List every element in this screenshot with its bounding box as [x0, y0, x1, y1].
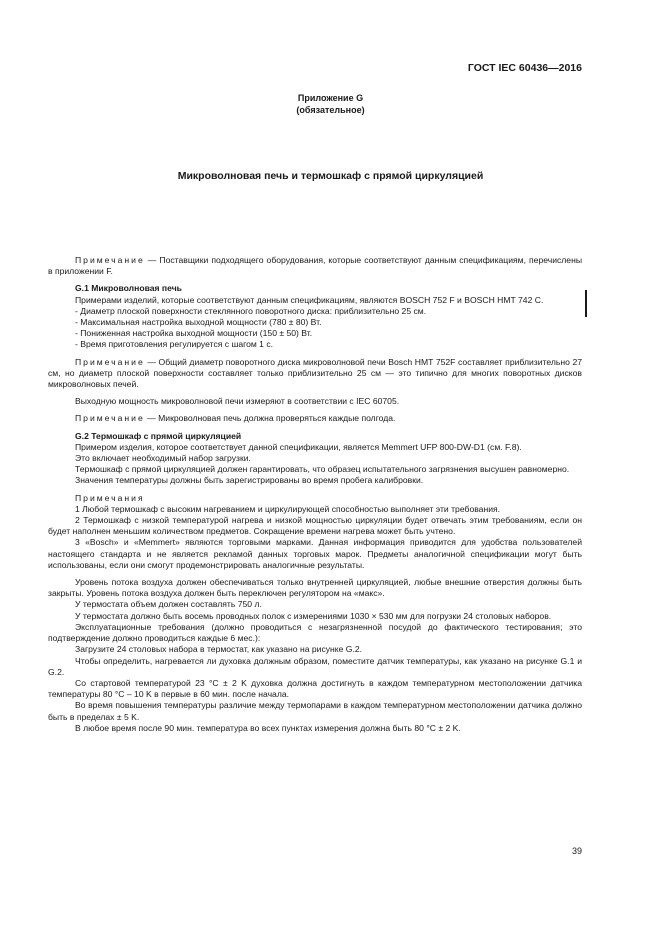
g2-paragraph: Чтобы определить, нагревается ли духовка должным образом, поместите датчик температуры, как указано на рисунке G.1 и G.2. — [48, 655, 582, 677]
g2-paragraph: Примером изделия, которое соответствует данной спецификации, является Memmert UFP 800-DW-D1 (см. F.8). — [75, 441, 522, 452]
g1-intro: Примерами изделий, которые соответствуют данным спецификациям, являются BOSCH 752 F и BOSCH HMT 742 C. — [75, 294, 544, 305]
note-item: 1 Любой термошкаф с высоким нагреванием и циркулирующей способностью выполняет эти требования. — [75, 503, 501, 514]
g2-paragraph: Во время повышения температуры различие между термопарами в каждом температурном местоположении датчика должно быть в пределах ± 5 K. — [48, 700, 582, 722]
standard-header: ГОСТ IEC 60436—2016 — [467, 62, 582, 74]
note-label: Примечание — [75, 413, 145, 424]
section-heading-g2: G.2 Термошкаф с прямой циркуляцией — [75, 430, 242, 441]
page-number: 39 — [571, 846, 582, 856]
g2-paragraph: Термошкаф с прямой циркуляцией должен гарантировать, что образец испытательного загрязнения высушен равномерно. — [75, 464, 570, 475]
g2-paragraph: Значения температуры должны быть зарегистрированы во время пробега калибровки. — [75, 475, 424, 486]
list-item: - Максимальная настройка выходной мощности (780 ± 80) Вт. — [75, 317, 322, 328]
notes-label: Примечания — [75, 492, 145, 503]
g2-paragraph: Со стартовой температурой 23 °C ± 2 K духовка должна достигнуть в каждом температурном местоположении датчика температуры 80 °C – 10 K в первые в 60 мин. после начала. — [48, 677, 582, 700]
g1-spec-list — [48, 306, 582, 351]
appendix-status: (обязательное) — [296, 105, 365, 115]
section-heading-g1: G.1 Микроволновая печь — [75, 283, 182, 294]
g2-paragraph: У термостата объем должен составлять 750 л. — [75, 599, 262, 610]
g2-paragraph: Эксплуатационные требования (должно проводиться с незагрязненной посудой до фактического тестирования; это подтверждение должно проводиться каждые 6 мес.): — [48, 621, 582, 644]
g2-paragraph: В любое время после 90 мин. температура во всех пунктах измерения должна быть 80 °C ± 2 K. — [75, 722, 461, 733]
note-text: — Общий диаметр поворотного диска микроволновой печи Bosch HMT 752F составляет приблизительно 27 см, но диаметр плоской поверхности составляет только приблизительно 25 см — это типично для многих поворотных дисков микроволновых печей. — [48, 356, 583, 390]
note-label: Примечание — [75, 255, 145, 265]
note-label: Примечание — [75, 356, 145, 367]
list-item: - Пониженная настройка выходной мощности (150 ± 50) Вт. — [75, 328, 313, 339]
note-2 — [48, 357, 582, 391]
note-1 — [48, 255, 582, 277]
change-bar — [585, 290, 587, 317]
appendix-label: Приложение G — [297, 93, 364, 103]
g2-paragraph: У термостата должно быть восемь проводных полок с измерениями 1030 × 530 мм для погрузки 24 столовых наборов. — [75, 610, 552, 621]
list-item: - Время приготовления регулируется с шагом 1 с. — [75, 339, 274, 350]
list-item: - Диаметр плоской поверхности стеклянного поворотного диска: приблизительно 25 см. — [75, 305, 427, 316]
note-text: — Поставщики подходящего оборудования, которые соответствуют данным спецификациям, перечислены в приложении F. — [48, 255, 583, 277]
document-body — [48, 255, 582, 734]
note-item: 2 Термошкаф с низкой температурой нагрева и низкой мощностью циркуляции будет отвечать этим требованиям, если он будет наполнен меньшим количеством предметов. Сокращение времени нагрева может быть учтено. — [48, 515, 582, 537]
note-text: — Микроволновая печь должна проверяться каждые полгода. — [147, 413, 396, 424]
page-title: Микроволновая печь и термошкаф с прямой циркуляцией — [177, 170, 484, 182]
g1-power: Выходную мощность микроволновой печи измеряют в соответствии с IEC 60705. — [75, 396, 400, 407]
appendix-block — [0, 92, 661, 116]
note-3 — [48, 413, 582, 424]
g2-paragraph: Уровень потока воздуха должен обеспечиваться только внутренней циркуляцией, любые внешние отверстия должны быть закрыты. Уровень потока воздуха должен быть переключен регулятором на «макс». — [48, 577, 582, 599]
g2-paragraph: Загрузите 24 столовых набора в термостат, как указано на рисунке G.2. — [75, 644, 363, 655]
note-item: 3 «Bosch» и «Memmert» являются торговыми марками. Данная информация приводится для удобства пользователей настоящего стандарта и не является рекламой данных торговых марок. Предметы аналогичной спецификации могут быть использованы, если они смогут продемонстрировать аналогичные результаты. — [48, 537, 582, 570]
g2-paragraph: Это включает необходимый набор загрузки. — [75, 453, 251, 464]
